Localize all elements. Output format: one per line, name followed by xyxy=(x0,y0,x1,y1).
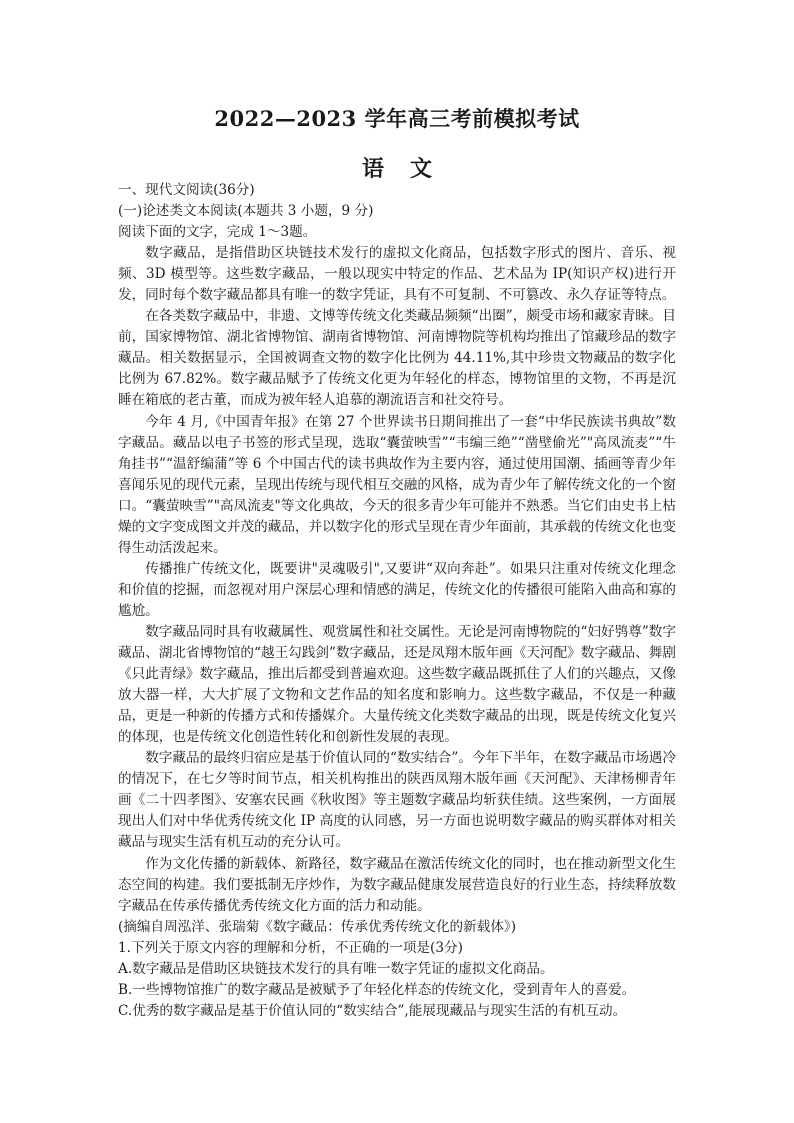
question-1-option-a: A.数字藏品是借助区块链技术发行的具有唯一数字凭证的虚拟文化商品。 xyxy=(118,960,554,977)
paragraph-2: 在各类数字藏品中，非遗、文博等传统文化类藏品频频“出圈”，颇受市场和藏家青睐。目前，国家博物馆、湖北省博物馆、湖南省博物馆、河南博物院等机构均推出了馆藏珍品的数字藏品。相关数据显示，全国被调查文物的数字化比例为 44.11%,其中珍贵文物藏品的数字化比例为 67.82%。数字藏品赋予了传统文化更为年轻化的样态，博物馆里的文物，不再是沉睡在箱底的老古董，而成为被年轻人追慕的潮流语言和社交符号。 xyxy=(118,308,676,409)
section-heading: 一、现代文阅读(36分) xyxy=(118,182,255,198)
paragraph-6: 数字藏品的最终归宿应是基于价值认同的“数实结合”。今年下半年，在数字藏品市场遇冷的情况下，在七夕等时间节点，相关机构推出的陕西凤翔木版年画《天河配》、天津杨柳青年画《二十四孝图》、安塞农民画《秋收图》等主题数字藏品均斩获佳绩。这些案例，一方面展现出人们对中华优秀传统文化 IP 高度的认同感，另一方面也说明数字藏品的购买群体对相关藏品与现实生活有机互动的充分认可。 xyxy=(118,750,676,851)
question-1-option-b: B.一些博物馆推广的数字藏品是被赋予了年轻化样态的传统文化，受到青年人的喜爱。 xyxy=(118,981,636,998)
question-1-option-c: C.优秀的数字藏品是基于价值认同的“数实结合”,能展现藏品与现实生活的有机互动。 xyxy=(118,1002,627,1019)
paragraph-3: 今年 4 月,《中国青年报》在第 27 个世界读书日期间推出了一套“中华民族读书典故”数字藏品。藏品以电子书签的形式呈现，选取“囊萤映雪”“韦编三绝”“凿壁偷光”"高凤流麦”“牛角挂书”“温舒编蒲”等 6 个中国古代的读书典故作为主要内容，通过使用国潮、插画等青少年喜闻乐见的现代元素，呈现出传统与现代相互交融的风格，成为青少年了解传统文化的一个窗口。“囊萤映雪”"高凤流麦"等文化典故，今天的很多青少年可能并不熟悉。当它们由史书上枯燥的文字变成图文并茂的藏品，并以数字化的形式呈现在青少年面前，其承载的传统文化也变得生动活泼起来。 xyxy=(118,413,676,556)
exam-body xyxy=(118,180,676,1022)
paragraph-4: 传播推广传统文化，既要讲"灵魂吸引",又要讲“双向奔赴”。如果只注重对传统文化理念和价值的挖掘，而忽视对用户深层心理和情感的满足，传统文化的传播很可能陷入曲高和寡的尴尬。 xyxy=(118,560,676,619)
subsection-heading: (一)论述类文本阅读(本题共 3 小题，9 分) xyxy=(118,203,374,220)
exam-title: 2022—2023 学年高三考前模拟考试 xyxy=(214,106,580,131)
reading-instruction: 阅读下面的文字，完成 1～3题。 xyxy=(118,224,317,241)
subject-heading: 语文 xyxy=(361,156,458,182)
paragraph-1: 数字藏品，是指借助区块链技术发行的虚拟文化商品，包括数字形式的图片、音乐、视频、3D 模型等。这些数字藏品，一般以现实中特定的作品、艺术品为 IP(知识产权)进行开发，同时每个数字藏品都具有唯一的数字凭证，具有不可复制、不可篡改、永久存证等特点。 xyxy=(118,245,676,304)
paragraph-7: 作为文化传播的新载体、新路径，数字藏品在激活传统文化的同时，也在推动新型文化生态空间的构建。我们要抵制无序炒作，为数字藏品健康发展营造良好的行业生态，持续释放数字藏品在传承传播优秀传统文化方面的活力和动能。 xyxy=(118,855,676,914)
source-note: (摘编自周泓洋、张瑞菊《数字藏品：传承优秀传统文化的新载体》) xyxy=(118,918,517,935)
paragraph-5: 数字藏品同时具有收藏属性、观赏属性和社交属性。无论是河南博物院的“妇好鸮尊”数字藏品、湖北省博物馆的“越王勾践剑”数字藏品，还是凤翔木版年画《天河配》数字藏品、舞剧《只此青绿》数字藏品，推出后都受到普遍欢迎。这些数字藏品既抓住了人们的兴趣点，又像放大器一样，大大扩展了文物和文艺作品的知名度和影响力。这些数字藏品，不仅是一种藏品，更是一种新的传播方式和传播媒介。大量传统文化类数字藏品的出现，既是传统文化复兴的体现，也是传统文化创造性转化和创新性发展的表现。 xyxy=(118,623,676,746)
question-1-stem: 1.下列关于原文内容的理解和分析，不正确的一项是(3分) xyxy=(118,939,463,956)
